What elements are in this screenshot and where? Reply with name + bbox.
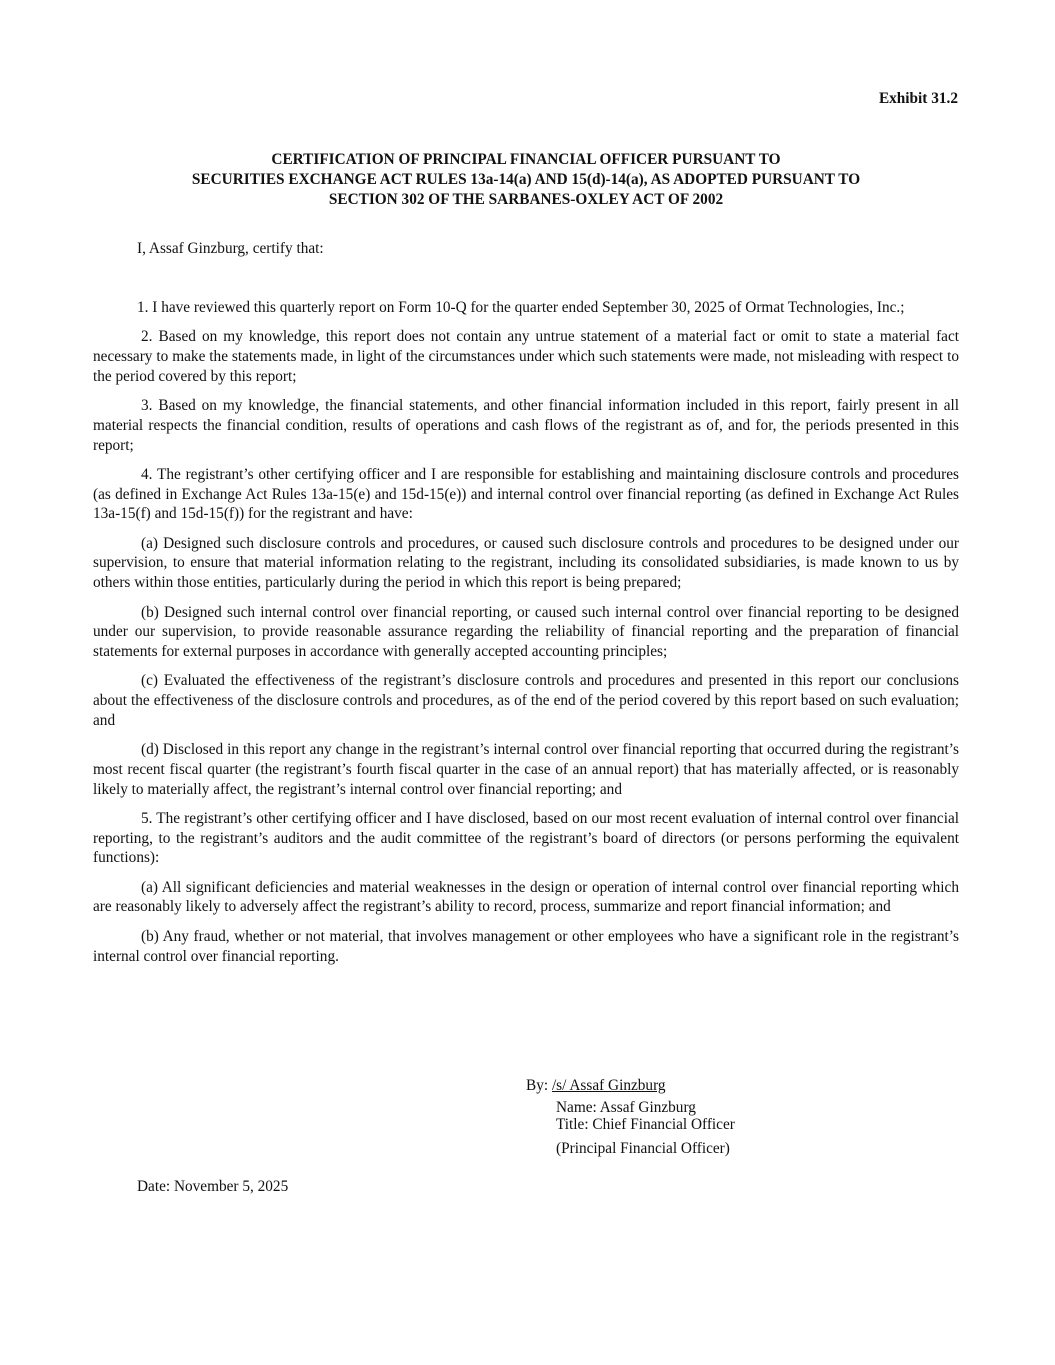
document-title bbox=[93, 150, 959, 210]
signer-title: Title: Chief Financial Officer bbox=[556, 1116, 735, 1133]
signature-line bbox=[526, 1077, 735, 1094]
paragraph-4: 4. The registrant’s other certifying officer and I are responsible for establishing and maintaining disclosure controls and procedures (as defined in Exchange Act Rules 13a-15(e) and 15d-15(e)) and internal control over financial reporting (as defined in Exchange Act Rules 13a-15(f) and 15d-15(f)) for the registrant and have: bbox=[93, 465, 959, 523]
signature-block bbox=[526, 1077, 735, 1157]
signer-role: (Principal Financial Officer) bbox=[556, 1140, 730, 1157]
title-line: SECURITIES EXCHANGE ACT RULES 13a-14(a) AND 15(d)-14(a), AS ADOPTED PURSUANT TO bbox=[191, 171, 861, 188]
title-line: SECTION 302 OF THE SARBANES-OXLEY ACT OF 2002 bbox=[328, 191, 724, 208]
paragraph-5: 5. The registrant’s other certifying officer and I have disclosed, based on our most recent evaluation of internal control over financial reporting, to the registrant’s auditors and the audit committee of the registrant’s board of directors (or persons performing the equivalent functions): bbox=[93, 809, 959, 867]
exhibit-label: Exhibit 31.2 bbox=[878, 90, 958, 107]
signature-date: Date: November 5, 2025 bbox=[137, 1178, 289, 1195]
certification-body bbox=[93, 298, 959, 976]
title-line: CERTIFICATION OF PRINCIPAL FINANCIAL OFFICER PURSUANT TO bbox=[271, 151, 781, 168]
paragraph-4c: (c) Evaluated the effectiveness of the registrant’s disclosure controls and procedures and presented in this report our conclusions about the effectiveness of the disclosure controls and procedures, as of the end of the period covered by this report based on such evaluation; and bbox=[93, 672, 959, 729]
paragraph-5b: (b) Any fraud, whether or not material, that involves management or other employees who have a significant role in the registrant’s internal control over financial reporting. bbox=[93, 927, 959, 965]
paragraph-5a: (a) All significant deficiencies and material weaknesses in the design or operation of internal control over financial reporting which are reasonably likely to adversely affect the registrant’s ability to record, process, summarize and report financial information; and bbox=[93, 878, 959, 916]
signer-name: Name: Assaf Ginzburg bbox=[556, 1099, 696, 1116]
by-label: By: bbox=[526, 1077, 549, 1094]
paragraph-1: 1. I have reviewed this quarterly report on Form 10-Q for the quarter ended September 30, 2025 of Ormat Technologies, Inc.; bbox=[137, 299, 905, 316]
signed-name: /s/ Assaf Ginzburg bbox=[551, 1077, 666, 1094]
paragraph-2: 2. Based on my knowledge, this report does not contain any untrue statement of a material fact or omit to state a material fact necessary to make the statements made, in light of the circumstances under which such statements were made, not misleading with respect to the period covered by this report; bbox=[93, 328, 959, 385]
paragraph-4d: (d) Disclosed in this report any change in the registrant’s internal control over financial reporting that occurred during the registrant’s most recent fiscal quarter (the registrant’s fourth fiscal quarter in the case of an annual report) that has materially affected, or is reasonably likely to materially affect, the registrant’s internal control over financial reporting; and bbox=[93, 741, 959, 798]
paragraph-4a: (a) Designed such disclosure controls and procedures, or caused such disclosure controls and procedures to be designed under our supervision, to ensure that material information relating to the registrant, including its consolidated subsidiaries, is made known to us by others within those entities, particularly during the period in which this report is being prepared; bbox=[93, 534, 959, 592]
paragraph-4b: (b) Designed such internal control over financial reporting, or caused such internal control over financial reporting to be designed under our supervision, to provide reasonable assurance regarding the reliability of financial reporting and the preparation of financial statements for external purposes in accordance with generally accepted accounting principles; bbox=[93, 603, 959, 660]
intro-statement: I, Assaf Ginzburg, certify that: bbox=[137, 240, 324, 257]
paragraph-3: 3. Based on my knowledge, the financial statements, and other financial information included in this report, fairly present in all material respects the financial condition, results of operations and cash flows of the registrant as of, and for, the periods presented in this report; bbox=[93, 397, 959, 454]
